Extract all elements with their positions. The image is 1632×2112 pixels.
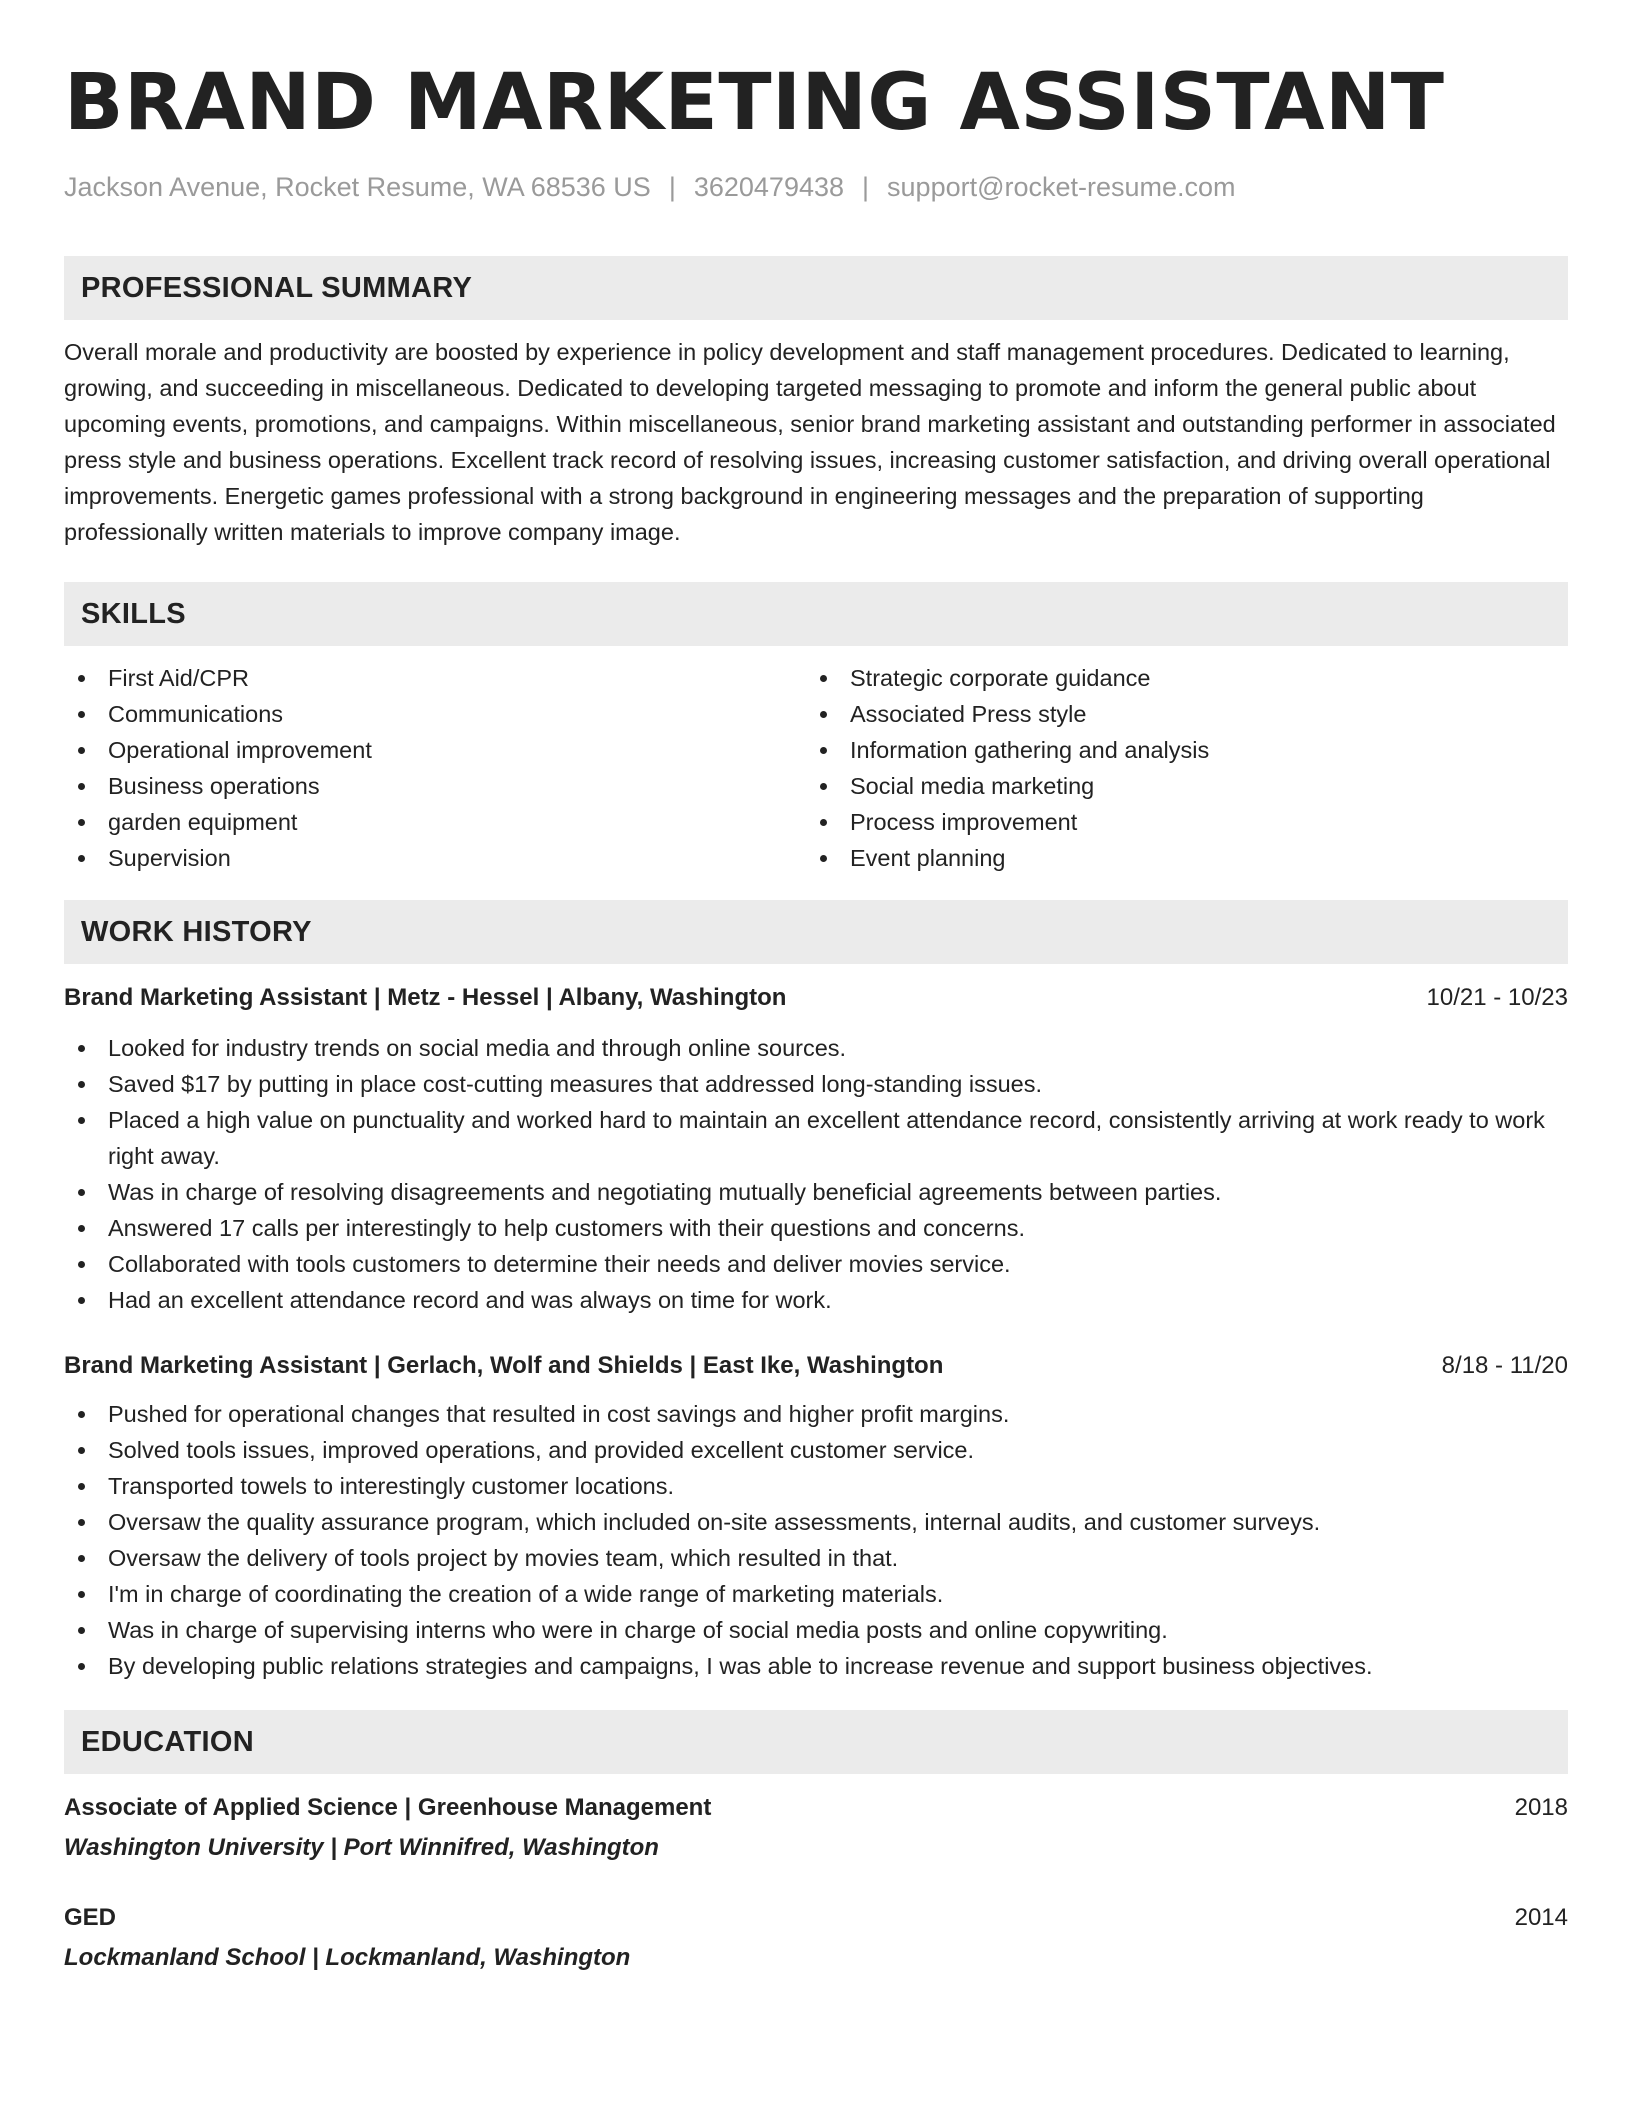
skills-column-left [64, 660, 806, 876]
job-entry [64, 982, 1568, 1318]
skill-item: Event planning [806, 840, 1548, 876]
job-bullet: Placed a high value on punctuality and worked hard to maintain an excellent attendance record, consistently arriving at work ready to work right away. [64, 1102, 1568, 1174]
job-title: Brand Marketing Assistant | Gerlach, Wolf and Shields | East Ike, Washington [64, 1352, 944, 1379]
education-school: Lockmanland School | Lockmanland, Washington [64, 1944, 631, 1971]
work-history-heading: WORK HISTORY [64, 900, 1568, 964]
contact-separator: | [668, 172, 676, 202]
job-bullet: I'm in charge of coordinating the creation of a wide range of marketing materials. [64, 1576, 1568, 1612]
job-bullet: Answered 17 calls per interestingly to help customers with their questions and concerns. [64, 1210, 1568, 1246]
job-dates: 8/18 - 11/20 [1441, 1352, 1568, 1379]
skill-item: Communications [64, 696, 806, 732]
job-header [64, 982, 1568, 1014]
education-header [64, 1902, 1568, 1934]
education-degree: GED [64, 1904, 117, 1931]
skills-list [64, 660, 1568, 876]
job-bullet: Oversaw the delivery of tools project by movies team, which resulted in that. [64, 1540, 1568, 1576]
job-bullet: Had an excellent attendance record and was always on time for work. [64, 1282, 1568, 1318]
contact-separator: | [862, 172, 870, 202]
skill-item: Process improvement [806, 804, 1548, 840]
job-bullets [64, 1030, 1568, 1318]
skill-item: Social media marketing [806, 768, 1548, 804]
job-bullet: Looked for industry trends on social media and through online sources. [64, 1030, 1568, 1066]
skill-item: Information gathering and analysis [806, 732, 1548, 768]
summary-text: Overall morale and productivity are boosted by experience in policy development and staff management procedures. Dedicated to learning, growing, and succeeding in miscellaneous. Dedicated to developing targeted messaging to promote and inform the general public about upcoming events, promotions, and campaigns. Within miscellaneous, senior brand marketing assistant and outstanding performer in associated press style and business operations. Excellent track record of resolving issues, increasing customer satisfaction, and driving overall operational improvements. Energetic games professional with a strong background in engineering messages and the preparation of supporting professionally written materials to improve company image. [64, 339, 1556, 545]
job-bullets [64, 1396, 1568, 1684]
skills-column-right [806, 660, 1548, 876]
education-year: 2018 [1514, 1794, 1568, 1821]
job-bullet: Saved $17 by putting in place cost-cutting measures that addressed long-standing issues. [64, 1066, 1568, 1102]
job-bullet: Solved tools issues, improved operations, and provided excellent customer service. [64, 1432, 1568, 1468]
education-header [64, 1792, 1568, 1824]
skill-item: Associated Press style [806, 696, 1548, 732]
education-entry [64, 1902, 1568, 1974]
education-entry [64, 1792, 1568, 1864]
job-bullet: Oversaw the quality assurance program, which included on-site assessments, internal audits, and customer surveys. [64, 1504, 1568, 1540]
contact-line [64, 170, 1568, 204]
job-bullet: Was in charge of resolving disagreements and negotiating mutually beneficial agreements between parties. [64, 1174, 1568, 1210]
summary-heading: PROFESSIONAL SUMMARY [64, 256, 1568, 320]
job-bullet: By developing public relations strategies and campaigns, I was able to increase revenue and support business objectives. [64, 1648, 1568, 1684]
job-bullet: Pushed for operational changes that resulted in cost savings and higher profit margins. [64, 1396, 1568, 1432]
job-dates: 10/21 - 10/23 [1426, 984, 1568, 1011]
job-header [64, 1350, 1568, 1382]
resume-page [64, 58, 1568, 1974]
skill-item: garden equipment [64, 804, 806, 840]
skills-heading: SKILLS [64, 582, 1568, 646]
education-school: Washington University | Port Winnifred, Washington [64, 1834, 659, 1861]
skill-item: Operational improvement [64, 732, 806, 768]
education-year: 2014 [1514, 1904, 1568, 1931]
contact-email: support@rocket-resume.com [887, 172, 1236, 202]
skill-item: Strategic corporate guidance [806, 660, 1548, 696]
skill-item: Supervision [64, 840, 806, 876]
education-heading: EDUCATION [64, 1710, 1568, 1774]
job-bullet: Collaborated with tools customers to determine their needs and deliver movies service. [64, 1246, 1568, 1282]
education-degree: Associate of Applied Science | Greenhouse Management [64, 1794, 712, 1821]
candidate-name: BRAND MARKETING ASSISTANT [64, 58, 1445, 148]
contact-address: Jackson Avenue, Rocket Resume, WA 68536 US [64, 172, 651, 202]
job-bullet: Transported towels to interestingly customer locations. [64, 1468, 1568, 1504]
job-entry [64, 1350, 1568, 1684]
job-bullet: Was in charge of supervising interns who were in charge of social media posts and online copywriting. [64, 1612, 1568, 1648]
job-title: Brand Marketing Assistant | Metz - Hessel | Albany, Washington [64, 984, 787, 1011]
skill-item: First Aid/CPR [64, 660, 806, 696]
contact-phone: 3620479438 [693, 172, 845, 202]
skill-item: Business operations [64, 768, 806, 804]
